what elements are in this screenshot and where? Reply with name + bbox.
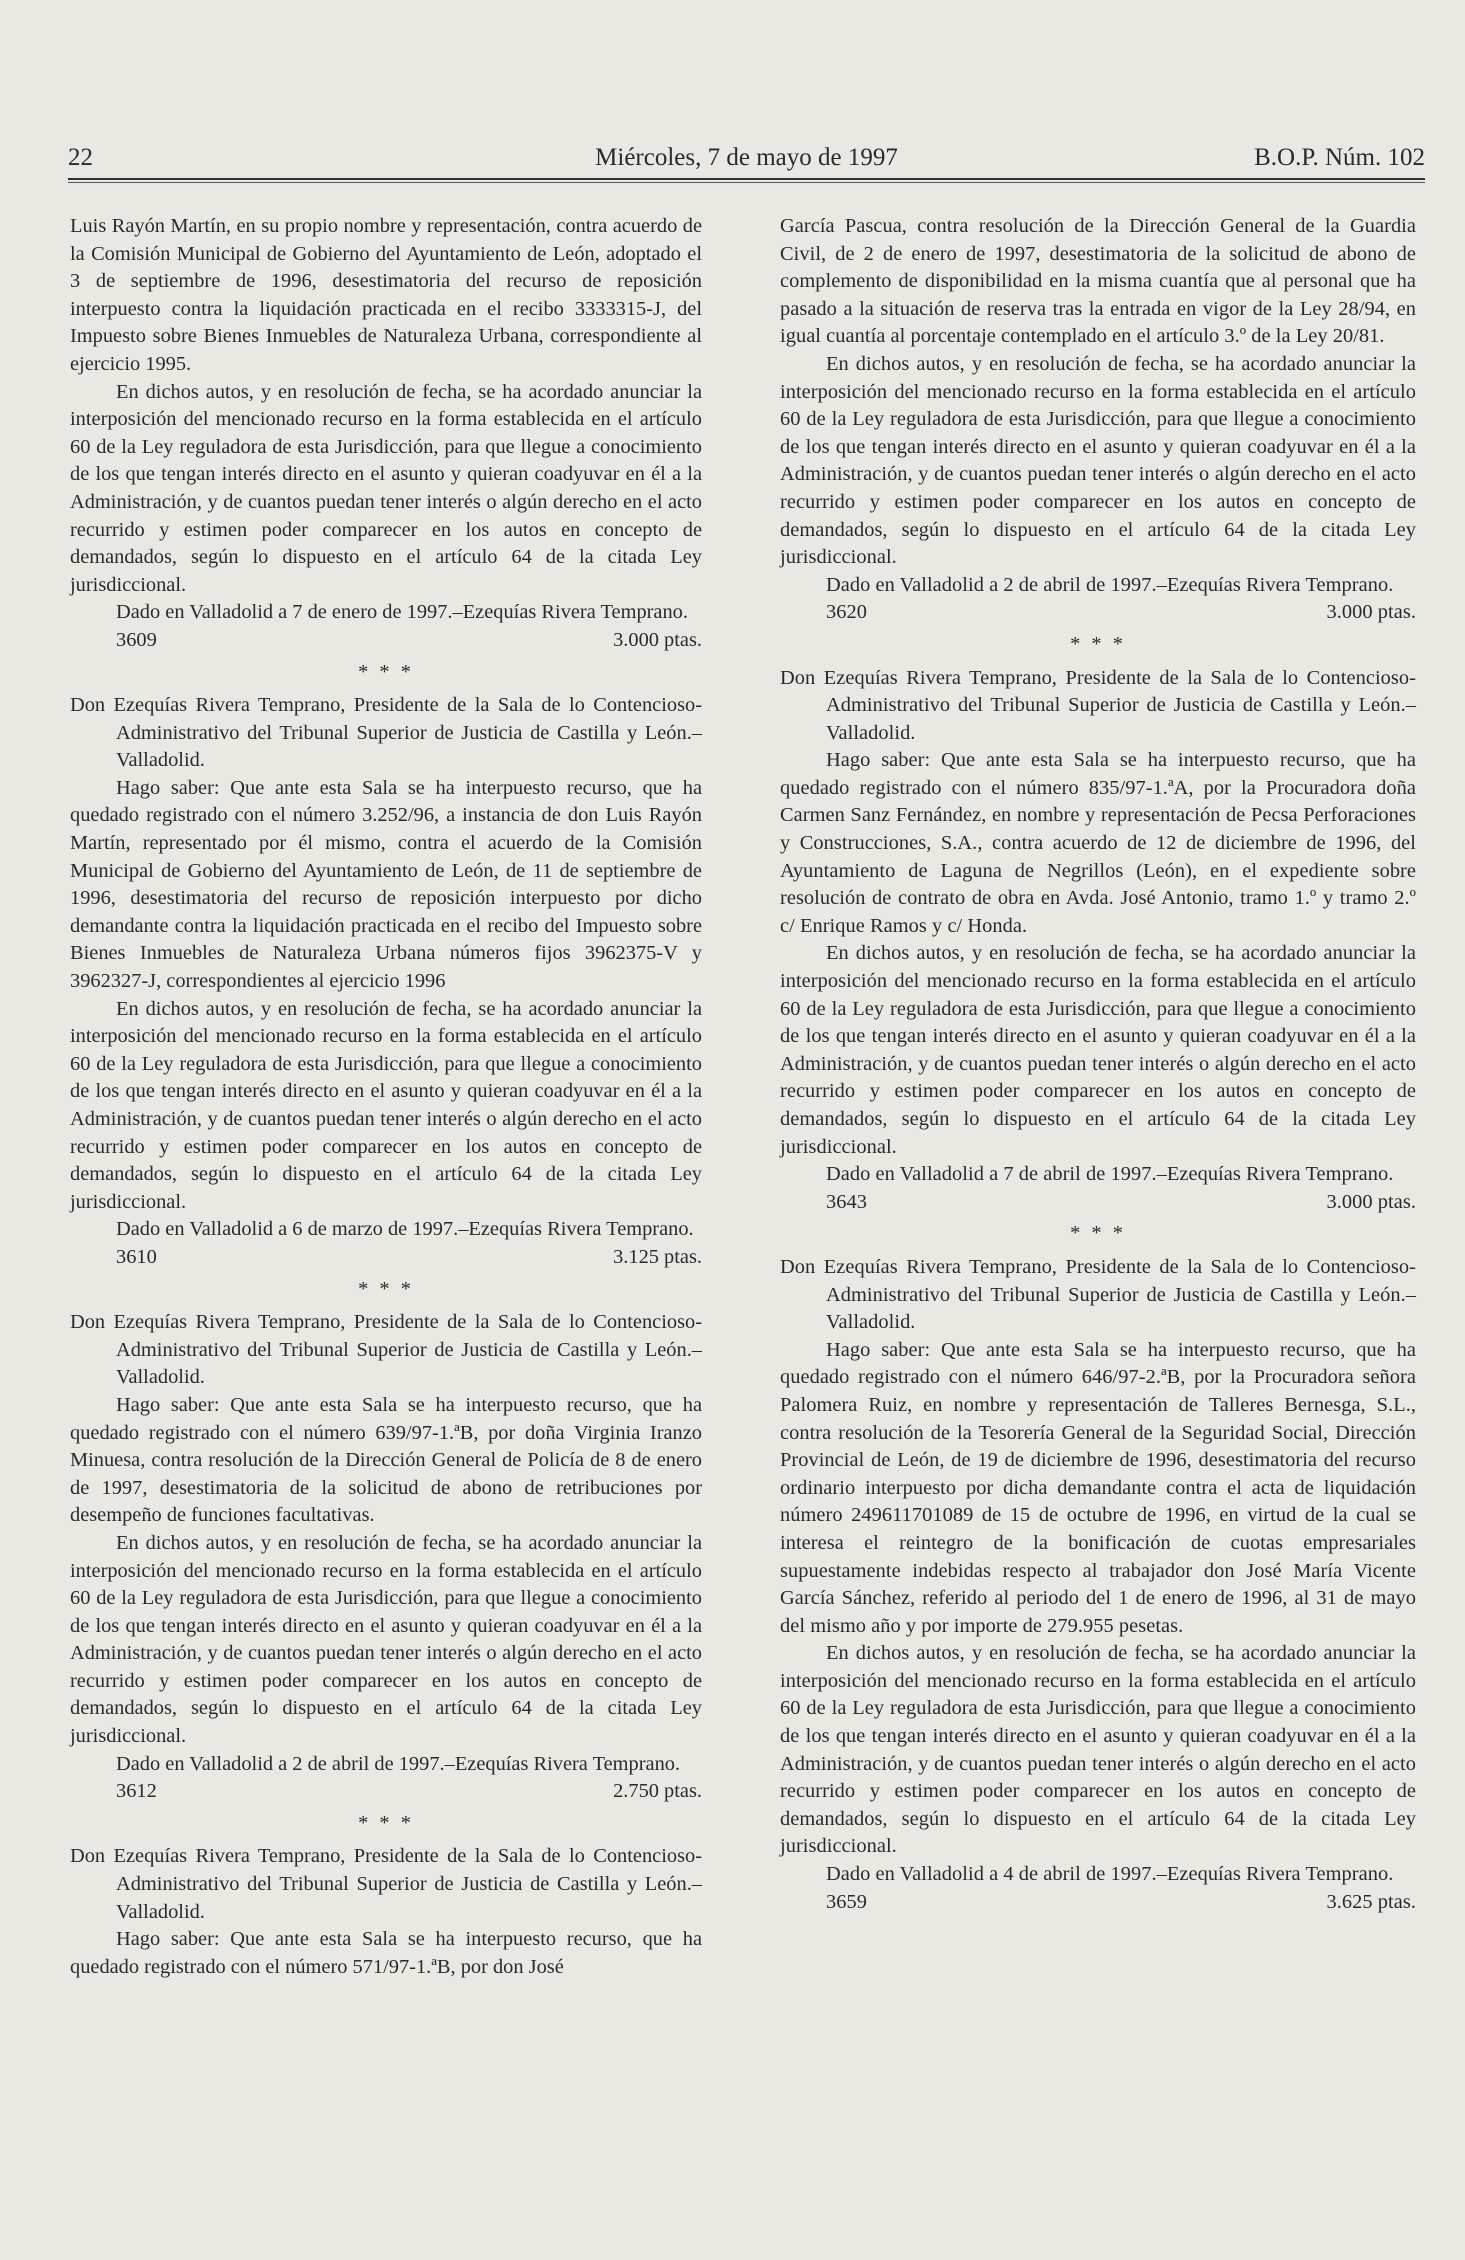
notice-signature: Dado en Valladolid a 7 de abril de 1997.–Ezequías Rivera Temprano.: [826, 1163, 1394, 1186]
notice-text: Hago saber: Que ante esta Sala se ha interpuesto recurso, que ha quedado registrado con el número 835/97-1.ªA, por la Procuradora doña Carmen Sanz Fernández, en nombre y representación de Pecsa Perforaciones y Construcciones, S.A., contra acuerdo de 12 de diciembre de 1996, del Ayuntamiento de Laguna de Negrillos (León), en el expediente sobre resolución de contrato de obra en Avda. José Antonio, tramo 1.º y tramo 2.º c/ Enrique Ramos y c/ Honda.: [780, 749, 1416, 937]
notice-body: En dichos autos, y en resolución de fecha, se ha acordado anunciar la interposición del mencionado recurso en la forma establecida en el artículo 60 de la Ley reguladora de esta Jurisdicción, para que llegue a conocimiento de los que tengan interés directo en el asunto y quieran coadyuvar en él a la Administración, y de cuantos puedan tener interés o algún derecho en el acto recurrido y estimen poder comparecer en los autos en concepto de demandados, según lo dispuesto en el artículo 64 de la citada Ley jurisdiccional.: [780, 942, 1416, 1158]
notice-price: 2.750 ptas.: [613, 1780, 702, 1803]
notice-price: 3.125 ptas.: [613, 1245, 702, 1268]
notice-price: 3.625 ptas.: [1326, 1890, 1416, 1913]
notice-text: Hago saber: Que ante esta Sala se ha interpuesto recurso, que ha quedado registrado con el número 3.252/96, a instancia de don Luis Rayón Martín, representado por él mismo, contra el acuerdo de la Comisión Municipal de Gobierno del Ayuntamiento de León, de 11 de septiembre de 1996, desestimatoria del recurso de reposición interpuesto por dicho demandante contra la liquidación practicada en el recibo del Impuesto sobre Bienes Inmuebles de Naturaleza Urbana números fijos 3962375-V y 3962327-J, correspondientes al ejercicio 1996: [70, 776, 702, 993]
header-rule-thin: [68, 182, 1425, 183]
notice-heading: Don Ezequías Rivera Temprano, Presidente de la Sala de lo Contencioso-Administrativo del Tribunal Superior de Justicia de Castilla y León.– Valladolid.: [780, 1255, 1416, 1334]
notice-continuation: García Pascua, contra resolución de la Dirección General de la Guardia Civil, de 2 de enero de 1997, desestimatoria de la solicitud de abono de complemento de disponibilidad en la misma cuantía que al personal que ha pasado a la situación de reserva tras la entrada en vigor de la Ley 28/94, en igual cuantía al porcentaje contemplado en el artículo 3.º de la Ley 20/81.: [780, 215, 1416, 348]
notice-body: En dichos autos, y en resolución de fecha, se ha acordado anunciar la interposición del mencionado recurso en la forma establecida en el artículo 60 de la Ley reguladora de esta Jurisdicción, para que llegue a conocimiento de los que tengan interés directo en el asunto y quieran coadyuvar en él a la Administración, y de cuantos puedan tener interés o algún derecho en el acto recurrido y estimen poder comparecer en los autos en concepto de demandados, según lo dispuesto en el artículo 64 de la citada Ley jurisdiccional.: [70, 997, 702, 1213]
reference-number: 3612: [116, 1780, 157, 1803]
notice-reference: [780, 1889, 1416, 1917]
notice-reference: [70, 627, 702, 655]
section-separator: * * *: [1070, 1222, 1126, 1245]
notice-reference: [780, 599, 1416, 627]
section-separator: * * *: [1070, 632, 1126, 655]
notice-text: Hago saber: Que ante esta Sala se ha interpuesto recurso, que ha quedado registrado con el número 639/97-1.ªB, por doña Virginia Iranzo Minuesa, contra resolución de la Dirección General de Policía de 8 de enero de 1997, desestimatoria de la solicitud de abono de retribuciones por desempeño de funciones facultativas.: [70, 1393, 702, 1527]
notice-signature: Dado en Valladolid a 7 de enero de 1997.–Ezequías Rivera Temprano.: [116, 601, 688, 624]
notice-heading: Don Ezequías Rivera Temprano, Presidente de la Sala de lo Contencioso-Administrativo del Tribunal Superior de Justicia de Castilla y León.– Valladolid.: [70, 1845, 702, 1923]
page-number: 22: [68, 144, 93, 171]
notice-price: 3.000 ptas.: [1326, 1190, 1416, 1213]
reference-number: 3610: [116, 1245, 157, 1268]
left-column: [70, 213, 702, 1981]
section-separator: * * *: [358, 660, 414, 683]
notice-heading: Don Ezequías Rivera Temprano, Presidente de la Sala de lo Contencioso-Administrativo del Tribunal Superior de Justicia de Castilla y León.– Valladolid.: [70, 694, 702, 772]
notice-heading: Don Ezequías Rivera Temprano, Presidente de la Sala de lo Contencioso-Administrativo del Tribunal Superior de Justicia de Castilla y León.– Valladolid.: [70, 1311, 702, 1389]
notice-text: Hago saber: Que ante esta Sala se ha interpuesto recurso, que ha quedado registrado con el número 571/97-1.ªB, por don José: [70, 1928, 702, 1978]
notice-reference: [70, 1778, 702, 1806]
bulletin-issue: B.O.P. Núm. 102: [1254, 144, 1425, 171]
notice-signature: Dado en Valladolid a 2 de abril de 1997.–Ezequías Rivera Temprano.: [826, 573, 1394, 596]
notice-signature: Dado en Valladolid a 4 de abril de 1997.–Ezequías Rivera Temprano.: [826, 1863, 1394, 1886]
publication-date: Miércoles, 7 de mayo de 1997: [595, 144, 898, 171]
notice-price: 3.000 ptas.: [1326, 601, 1416, 624]
reference-number: 3609: [116, 628, 157, 651]
reference-number: 3659: [826, 1890, 867, 1913]
notice-body: En dichos autos, y en resolución de fecha, se ha acordado anunciar la interposición del mencionado recurso en la forma establecida en el artículo 60 de la Ley reguladora de esta Jurisdicción, para que llegue a conocimiento de los que tengan interés directo en el asunto y quieran coadyuvar en él a la Administración, y de cuantos puedan tener interés o algún derecho en el acto recurrido y estimen poder comparecer en los autos en concepto de demandados, según lo dispuesto en el artículo 64 de la citada Ley jurisdiccional.: [780, 352, 1416, 569]
notice-reference: [780, 1189, 1416, 1217]
section-separator: * * *: [358, 1811, 414, 1834]
notice-body: En dichos autos, y en resolución de fecha, se ha acordado anunciar la interposición del mencionado recurso en la forma establecida en el artículo 60 de la Ley reguladora de esta Jurisdicción, para que llegue a conocimiento de los que tengan interés directo en el asunto y quieran coadyuvar en él a la Administración, y de cuantos puedan tener interés o algún derecho en el acto recurrido y estimen poder comparecer en los autos en concepto de demandados, según lo dispuesto en el artículo 64 de la citada Ley jurisdiccional.: [70, 380, 702, 596]
notice-continuation: Luis Rayón Martín, en su propio nombre y representación, contra acuerdo de la Comisión Municipal de Gobierno del Ayuntamiento de León, adoptado el 3 de septiembre de 1996, desestimatoria del recurso de reposición interpuesto contra la liquidación practicada en el recibo 3333315-J, del Impuesto sobre Bienes Inmuebles de Naturaleza Urbana, correspondiente al ejercicio 1995.: [70, 215, 702, 375]
notice-signature: Dado en Valladolid a 6 de marzo de 1997.–Ezequías Rivera Temprano.: [116, 1218, 694, 1241]
notice-heading: Don Ezequías Rivera Temprano, Presidente de la Sala de lo Contencioso-Administrativo del Tribunal Superior de Justicia de Castilla y León.– Valladolid.: [780, 666, 1416, 744]
notice-body: En dichos autos, y en resolución de fecha, se ha acordado anunciar la interposición del mencionado recurso en la forma establecida en el artículo 60 de la Ley reguladora de esta Jurisdicción, para que llegue a conocimiento de los que tengan interés directo en el asunto y quieran coadyuvar en él a la Administración, y de cuantos puedan tener interés o algún derecho en el acto recurrido y estimen poder comparecer en los autos en concepto de demandados, según lo dispuesto en el artículo 64 de la citada Ley jurisdiccional.: [70, 1531, 702, 1748]
reference-number: 3620: [826, 601, 867, 624]
section-separator: * * *: [358, 1277, 414, 1300]
notice-signature: Dado en Valladolid a 2 de abril de 1997.–Ezequías Rivera Temprano.: [116, 1752, 681, 1775]
right-column: [780, 213, 1416, 1916]
notice-body: En dichos autos, y en resolución de fecha, se ha acordado anunciar la interposición del mencionado recurso en la forma establecida en el artículo 60 de la Ley reguladora de esta Jurisdicción, para que llegue a conocimiento de los que tengan interés directo en el asunto y quieran coadyuvar en él a la Administración, y de cuantos puedan tener interés o algún derecho en el acto recurrido y estimen poder comparecer en los autos en concepto de demandados, según lo dispuesto en el artículo 64 de la citada Ley jurisdiccional.: [780, 1642, 1416, 1858]
reference-number: 3643: [826, 1190, 867, 1213]
notice-text: Hago saber: Que ante esta Sala se ha interpuesto recurso, que ha quedado registrado con el número 646/97-2.ªB, por la Procuradora señora Palomera Ruiz, en nombre y representación de Talleres Bernesga, S.L., contra resolución de la Tesorería General de la Seguridad Social, Dirección Provincial de León, de 19 de diciembre de 1996, desestimatoria del recurso ordinario interpuesto por dicha demandante contra el acta de liquidación número 249611701089 de 15 de octubre de 1996, en virtud de la cual se interesa el reintegro de la bonificación de cuotas empresariales supuestamente indebidas respecto al trabajador don José María Vicente García Sánchez, referido al periodo del 1 de enero de 1996, al 31 de mayo del mismo año y por importe de 279.955 pesetas.: [780, 1338, 1416, 1637]
header-rule: [68, 178, 1425, 180]
notice-reference: [70, 1244, 702, 1272]
notice-price: 3.000 ptas.: [613, 628, 702, 651]
